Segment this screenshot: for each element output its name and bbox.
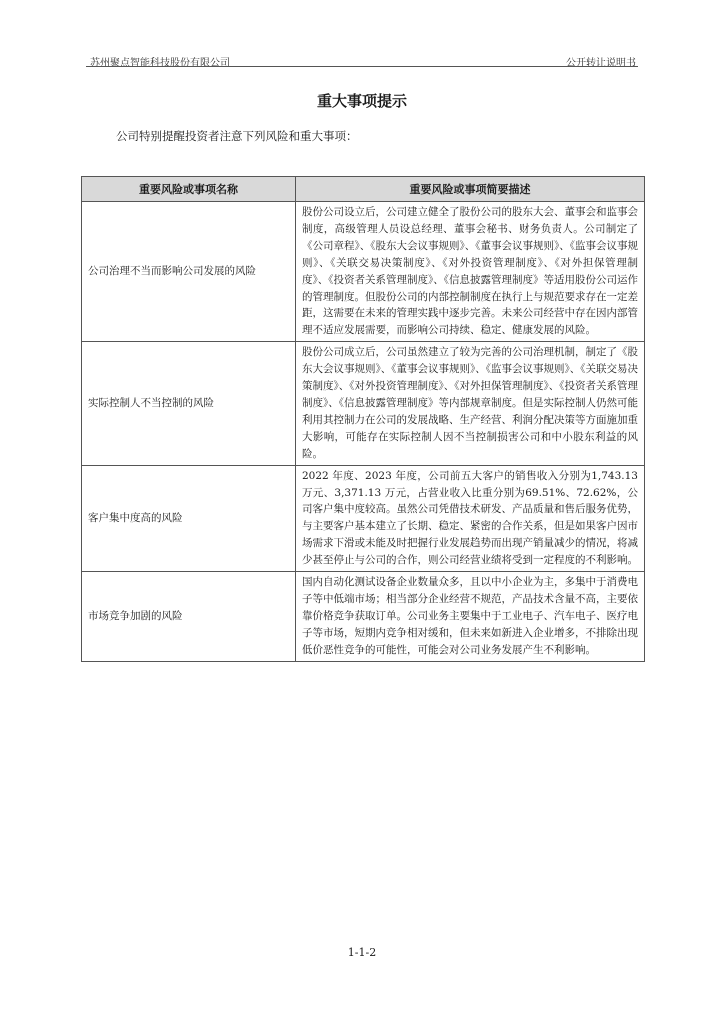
risk-table <box>81 176 645 662</box>
company-name: 苏州聚点智能科技股份有限公司 <box>90 58 230 69</box>
column-header-description: 重要风险或事项简要描述 <box>296 177 645 202</box>
intro-text: 公司特别提醒投资者注意下列风险和重大事项： <box>116 129 358 143</box>
risk-name: 客户集中度高的风险 <box>82 465 296 571</box>
risk-name: 市场竞争加剧的风险 <box>82 572 296 662</box>
column-header-name: 重要风险或事项名称 <box>82 177 296 202</box>
document-type: 公开转让说明书 <box>566 58 636 69</box>
risk-description: 股份公司成立后，公司虽然建立了较为完善的公司治理机制，制定了《股东大会议事规则》、《董事会议事规则》、《监事会议事规则》、《关联交易决策制度》、《对外投资管理制度》、《对外担保管理制度》、《投资者关系管理制度》、《信息披露管理制度》等内部规章制度。但是实际控制人仍然可能利用其控制力在公司的发展战略、生产经营、利润分配决策等方面施加重大影响，可能存在实际控制人因不当控制损害公司和中小股东利益的风险。 <box>296 342 645 465</box>
risk-description: 2022 年度、2023 年度，公司前五大客户的销售收入分别为1,743.13 万元、3,371.13 万元，占营业收入比重分别为69.51%、72.62%，公司客户集中度较高。虽然公司凭借技术研发、产品质量和售后服务优势，与主要客户基本建立了长期、稳定、紧密的合作关系，但是如果客户因市场需求下滑或未能及时把握行业发展趋势而出现产销量减少的情况，将减少甚至停止与公司的合作，则公司经营业绩将受到一定程度的不利影响。 <box>296 465 645 571</box>
page-number: 1-1-2 <box>347 946 377 959</box>
table-row <box>82 202 645 342</box>
risk-name: 公司治理不当而影响公司发展的风险 <box>82 202 296 342</box>
risk-description: 国内自动化测试设备企业数量众多，且以中小企业为主，多集中于消费电子等中低端市场；相当部分企业经营不规范，产品技术含量不高，主要依靠价格竞争获取订单。公司业务主要集中于工业电子、汽车电子、医疗电子等市场，短期内竞争相对缓和，但未来如新进入企业增多，不排除出现低价恶性竞争的可能性，可能会对公司业务发展产生不利影响。 <box>296 572 645 662</box>
table-row <box>82 342 645 465</box>
table-header-row <box>82 177 645 202</box>
risk-name: 实际控制人不当控制的风险 <box>82 342 296 465</box>
page-title: 重大事项提示 <box>316 92 407 110</box>
risk-description: 股份公司设立后，公司建立健全了股份公司的股东大会、董事会和监事会制度，高级管理人员设总经理、董事会秘书、财务负责人。公司制定了《公司章程》、《股东大会议事规则》、《董事会议事规则》、《监事会议事规则》、《关联交易决策制度》、《对外投资管理制度》、《对外担保管理制度》、《投资者关系管理制度》、《信息披露管理制度》等适用股份公司运作的管理制度。但股份公司的内部控制制度在执行上与规范要求存在一定差距，这需要在未来的管理实践中逐步完善。未来公司经营中存在因内部管理不适应发展需要，而影响公司持续、稳定、健康发展的风险。 <box>296 202 645 342</box>
table-row <box>82 572 645 662</box>
header-divider <box>86 66 638 67</box>
table-row <box>82 465 645 571</box>
